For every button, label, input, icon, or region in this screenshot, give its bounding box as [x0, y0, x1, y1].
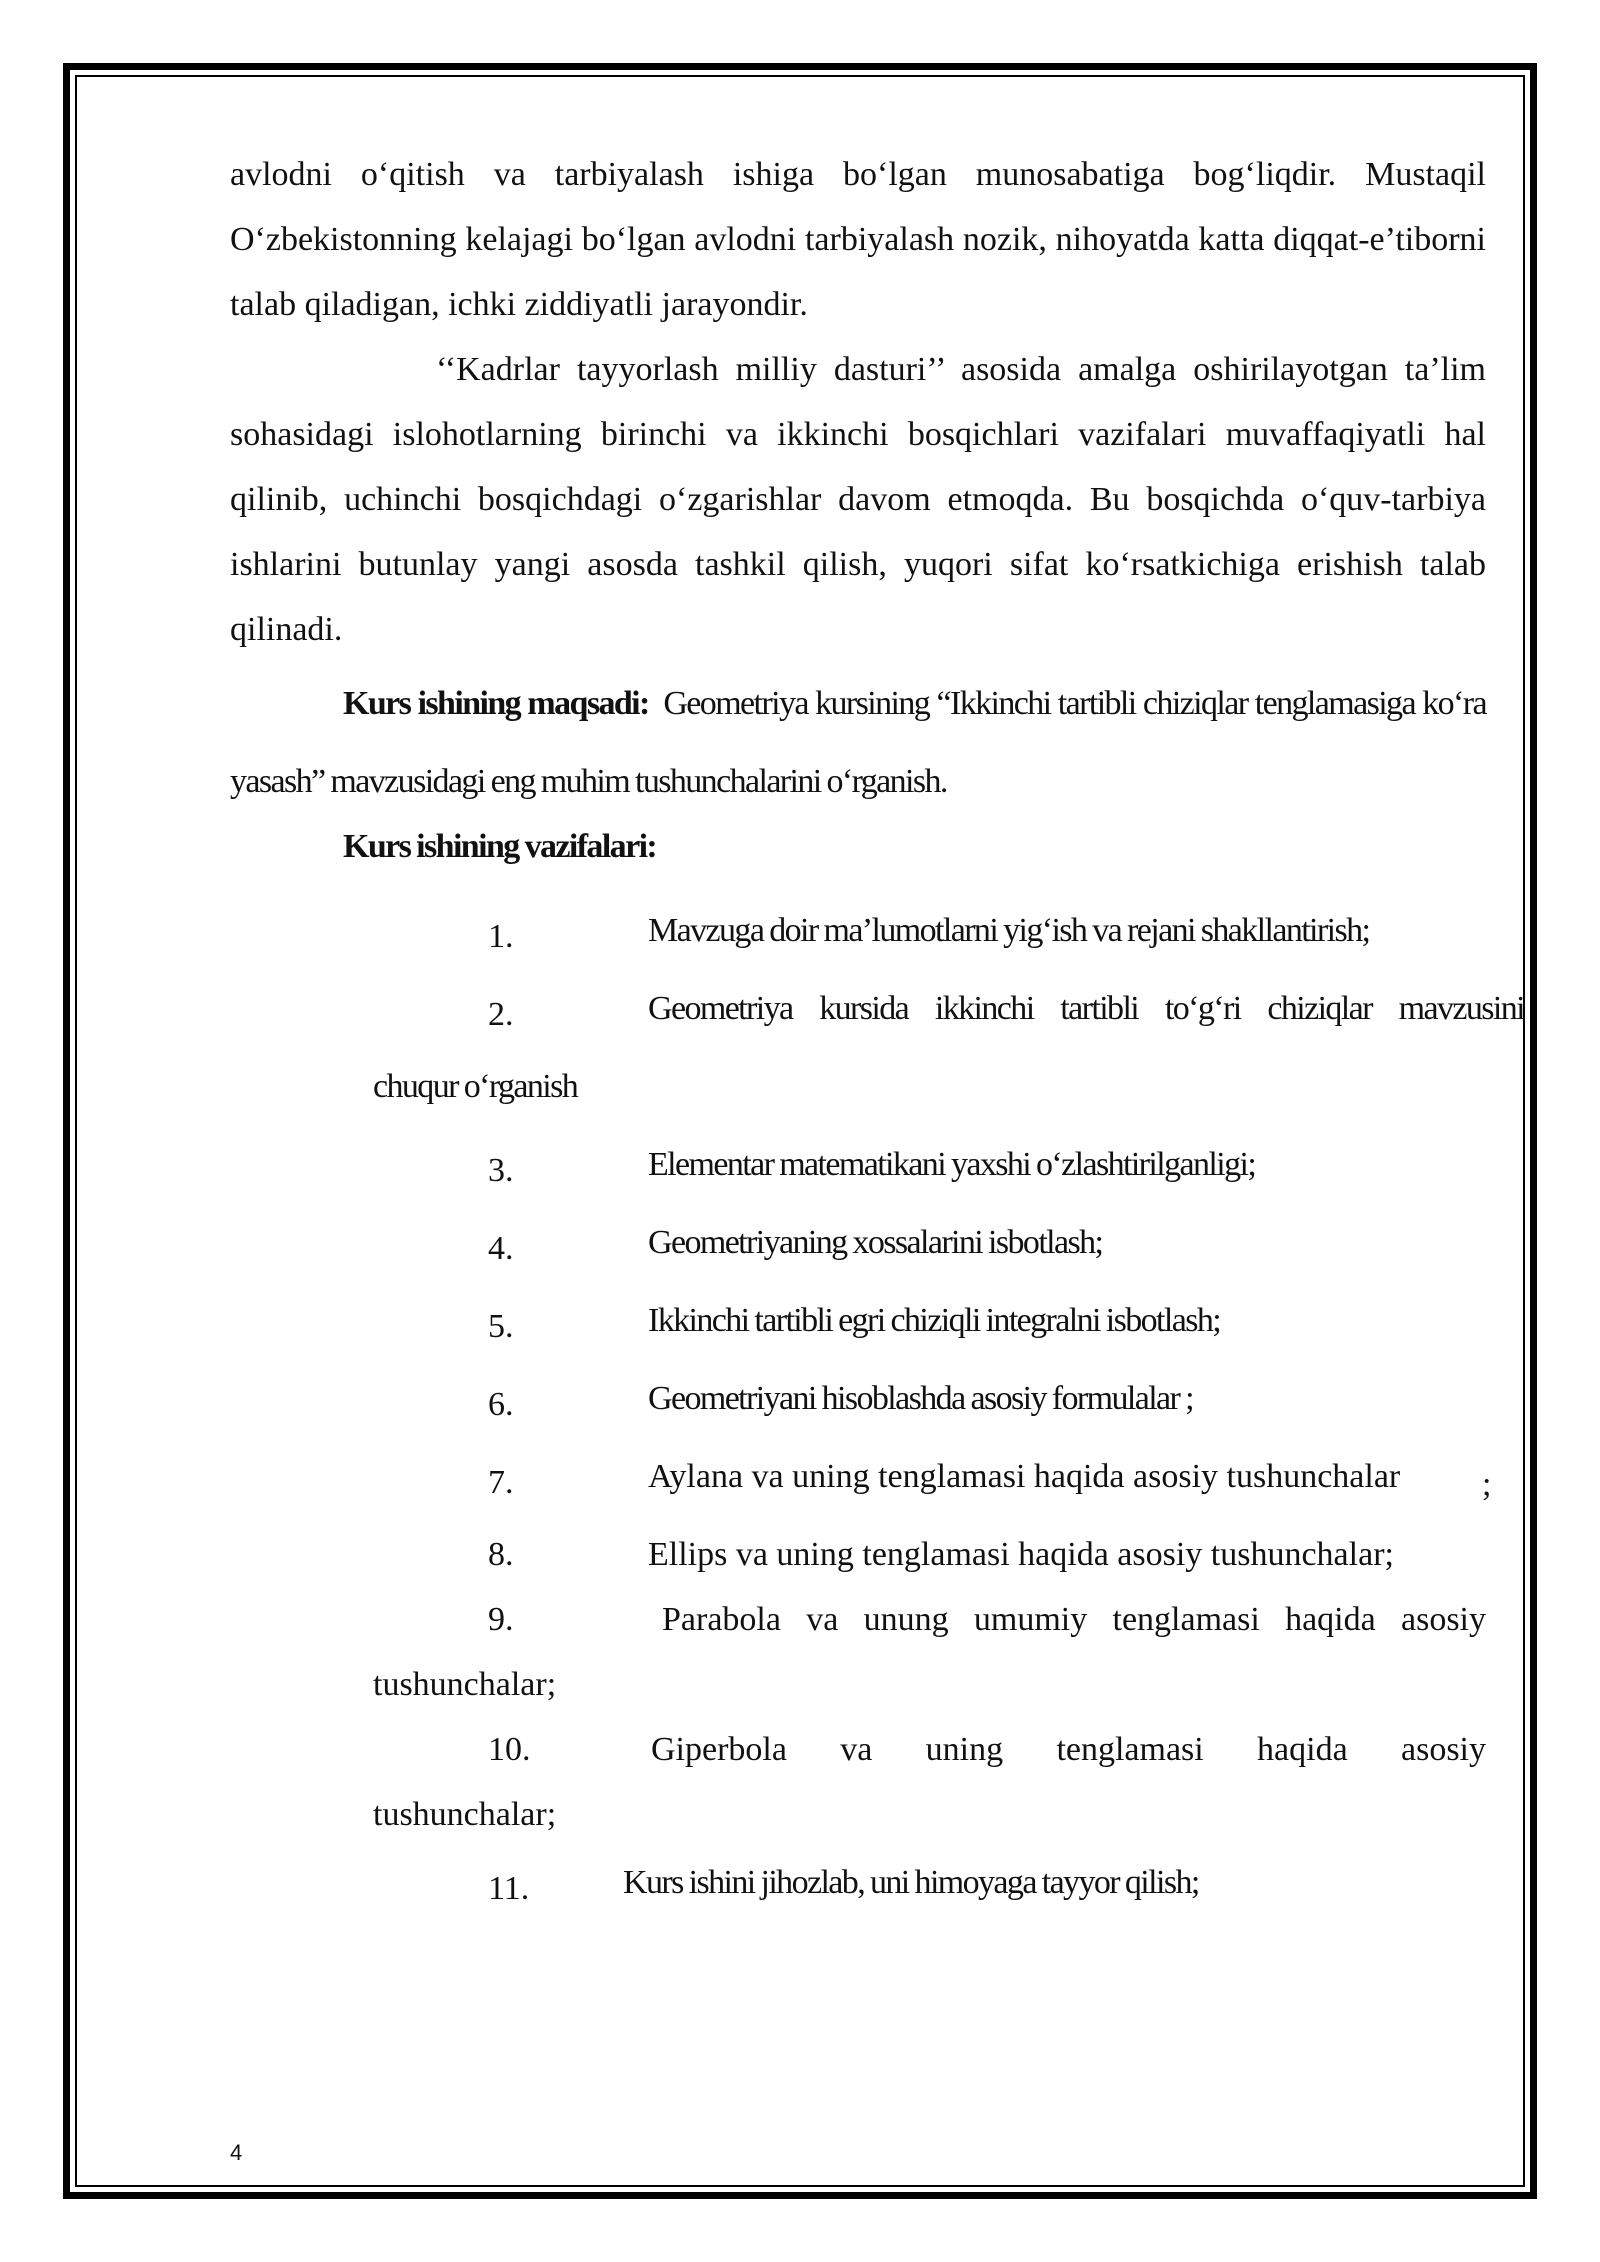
task-text-trailing: ; — [1482, 1466, 1492, 1503]
course-goal-label: Kurs ishining maqsadi: — [343, 685, 649, 722]
task-number: 5. — [488, 1308, 514, 1345]
task-text: Mavzuga doir ma’lumotlarni yig‘ish va rejani shakllantirish; — [648, 912, 1370, 949]
task-text: Ellips va uning tenglamasi haqida asosiy tushunchalar; — [648, 1536, 1394, 1573]
paragraph-reform: ‘‘Kadrlar tayyorlash milliy dasturi’’ asosida amalga oshirilayotgan ta’lim sohasidagi islohotlarning birinchi va ikkinchi bosqichlari vazifalari muvaffaqiyatli hal qilinib, uchinchi bosqichdagi o‘zgarishlar davom etmoqda. Bu bosqichda o‘quv-tarbiya ishlarini butunlay yangi asosda tashkil qilish, yuqori sifat ko‘rsatkichiga erishish talab qilinadi. — [230, 351, 1486, 648]
task-number: 4. — [488, 1230, 514, 1267]
task-number: 11. — [488, 1870, 530, 1907]
task-text: Aylana va uning tenglamasi haqida asosiy tushunchalar — [648, 1458, 1401, 1495]
task-text-continuation: chuqur o‘rganish — [373, 1068, 578, 1105]
task-number: 7. — [488, 1464, 514, 1501]
task-text: Geometriya kursida ikkinchi tartibli to‘g‘ri chiziqlar mavzusini — [648, 990, 1524, 1027]
task-number: 10. — [488, 1731, 531, 1768]
task-number: 6. — [488, 1386, 514, 1423]
task-number: 3. — [488, 1152, 514, 1189]
task-text: Geometriyaning xossalarini isbotlash; — [648, 1224, 1103, 1261]
course-goal-text: Geometriya kursining “Ikkinchi tartibli chiziqlar tenglamasiga ko‘ra yasash” mavzusidagi eng muhim tushunchalarini o‘rganish. — [230, 685, 1486, 800]
course-goal — [230, 665, 1486, 821]
page-number: 4 — [230, 2140, 243, 2165]
task-number: 9. — [488, 1601, 514, 1638]
task-number: 8. — [488, 1536, 514, 1573]
task-text: Elementar matematikani yaxshi o‘zlashtirilganligi; — [648, 1146, 1256, 1183]
task-number: 1. — [488, 918, 514, 955]
task-text: Giperbola va uning tenglamasi haqida asosiy — [651, 1731, 1486, 1768]
task-text-continuation: tushunchalar; — [373, 1666, 557, 1703]
task-text: Parabola va unung umumiy tenglamasi haqida asosiy — [662, 1601, 1486, 1638]
paragraph-intro: avlodni o‘qitish va tarbiyalash ishiga bo‘lgan munosabatiga bog‘liqdir. Mustaqil O‘zbekistonning kelajagi bo‘lgan avlodni tarbiyalash nozik, nihoyatda katta diqqat-e’tiborni talab qiladigan, ichki ziddiyatli jarayondir. — [230, 156, 1486, 323]
task-text: Kurs ishini jihozlab, uni himoyaga tayyor qilish; — [623, 1864, 1199, 1901]
task-text-continuation: tushunchalar; — [373, 1796, 557, 1833]
task-text: Ikkinchi tartibli egri chiziqli integralni isbotlash; — [648, 1302, 1221, 1339]
task-text: Geometriyani hisoblashda asosiy formulalar ; — [648, 1380, 1194, 1417]
task-number: 2. — [488, 996, 514, 1033]
tasks-heading: Kurs ishining vazifalari: — [343, 828, 657, 865]
